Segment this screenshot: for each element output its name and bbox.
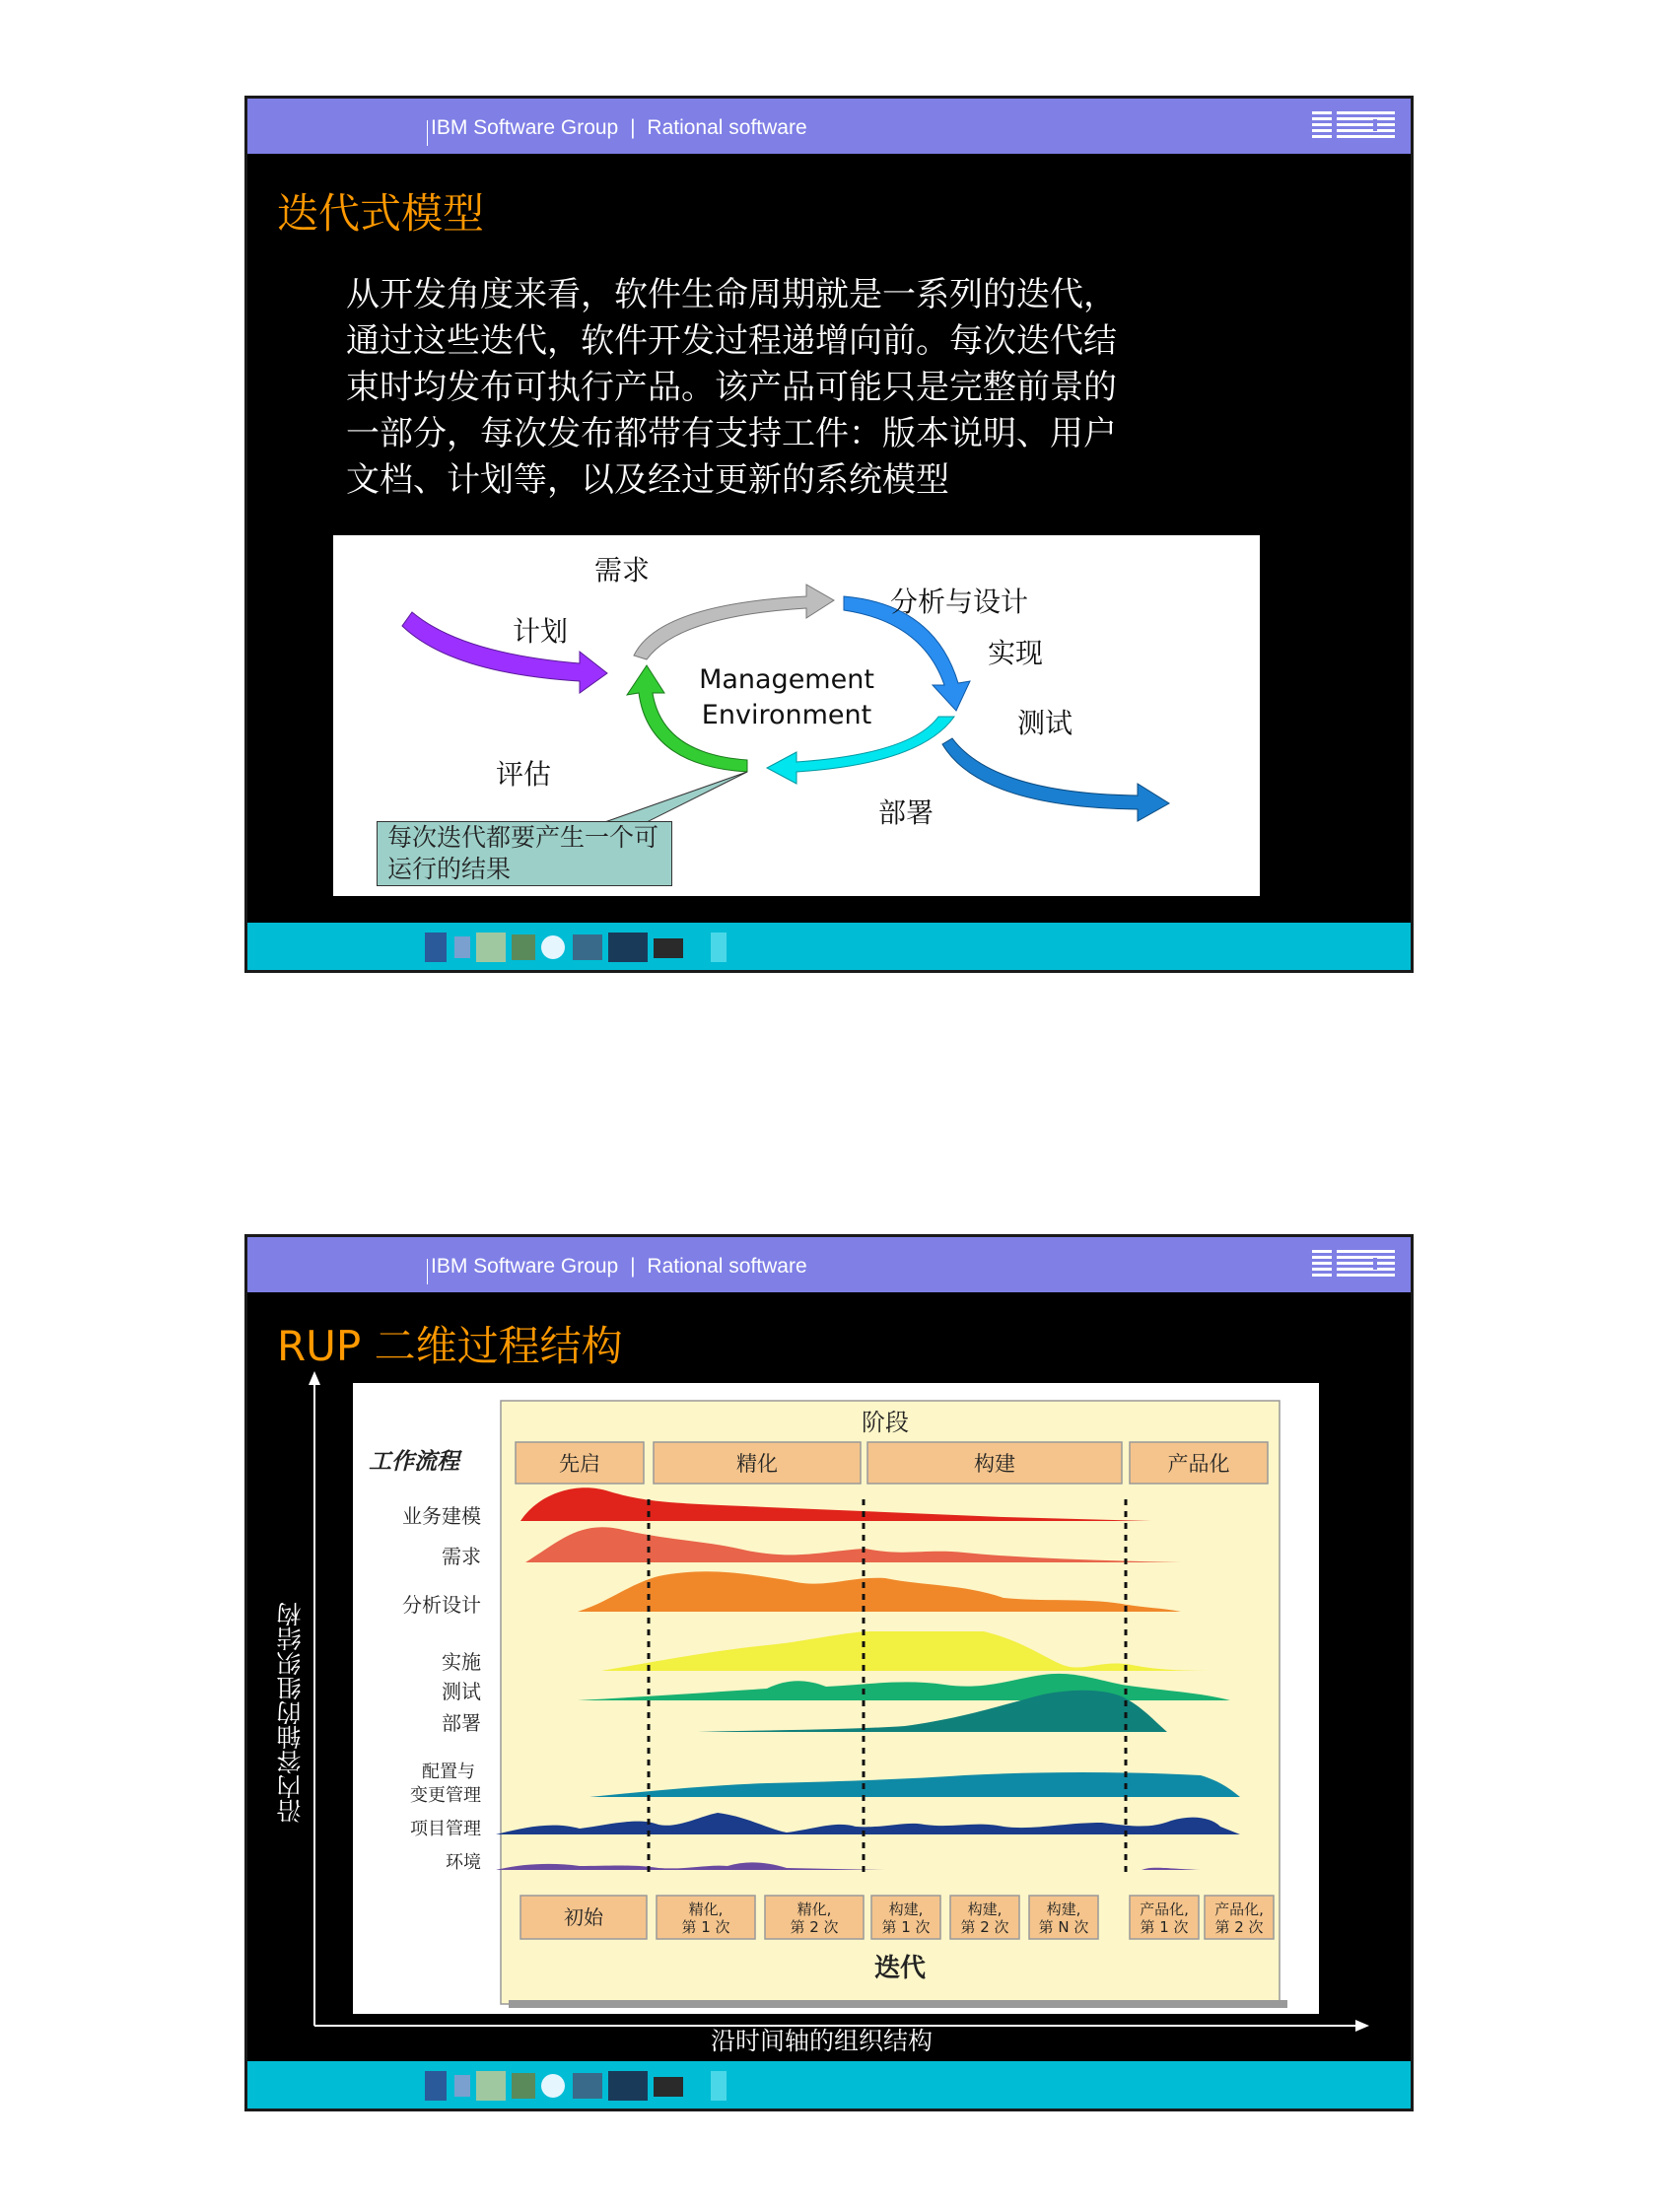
iteration-label: 产品化, <box>1140 1901 1189 1918</box>
header-text <box>431 116 807 140</box>
iteration-label: 产品化, <box>1214 1901 1264 1918</box>
iteration-label: 初始 <box>564 1905 603 1929</box>
iteration-label: 第 1 次 <box>881 1918 931 1936</box>
body-line: 从开发角度来看，软件生命周期就是一系列的迭代， <box>346 275 1117 314</box>
label-evaluate: 评估 <box>496 758 552 791</box>
slide-title: RUP 二维过程结构 <box>277 1322 623 1370</box>
slide-header <box>247 99 1411 154</box>
x-axis-arrow-icon <box>1355 2020 1369 2032</box>
phase-label: 产品化 <box>1167 1452 1230 1476</box>
header-group: IBM Software Group <box>431 1255 619 1278</box>
iteration-label: 构建, <box>967 1901 1003 1918</box>
plan-arrow <box>402 612 607 693</box>
center-line-1: Management <box>699 664 874 695</box>
workflow-label: 业务建模 <box>402 1504 481 1528</box>
workflow-label: 需求 <box>442 1545 481 1568</box>
header-divider <box>427 120 428 146</box>
ibm-logo-icon <box>1312 109 1395 141</box>
iteration-label: 精化, <box>688 1901 724 1918</box>
iteration-label: 构建, <box>1046 1901 1081 1918</box>
rup-chart <box>353 1383 1319 2014</box>
iteration-label: 第 1 次 <box>1140 1918 1189 1936</box>
slide-iterative-model <box>244 96 1414 973</box>
label-deploy: 部署 <box>878 796 935 829</box>
rup-svg <box>353 1383 1319 2014</box>
phase-label: 构建 <box>974 1452 1015 1476</box>
slide-body <box>346 272 1253 504</box>
header-separator: | <box>630 1255 636 1278</box>
logo-text: IBM <box>1352 1270 1354 1271</box>
header-group: IBM Software Group <box>431 116 619 139</box>
iteration-cycle-diagram <box>333 535 1260 896</box>
center-line-2: Environment <box>701 700 872 730</box>
slide-title: 迭代式模型 <box>277 189 485 238</box>
header-separator: | <box>630 116 636 139</box>
iterations-title: 迭代 <box>873 1954 927 1983</box>
logo-text: IBM <box>1352 131 1354 132</box>
workflow-label: 测试 <box>442 1680 481 1703</box>
label-requirements: 需求 <box>594 554 651 587</box>
workflow-label: 实施 <box>442 1650 481 1674</box>
iteration-label: 第 2 次 <box>790 1918 839 1936</box>
x-axis-label: 沿时间轴的组织结构 <box>711 2027 934 2055</box>
workflow-label: 项目管理 <box>410 1819 481 1839</box>
body-line: 文档、计划等，以及经过更新的系统模型 <box>346 460 949 500</box>
workflow-title: 工作流程 <box>369 1449 459 1475</box>
body-line: 一部分，每次发布都带有支持工件：版本说明、用户 <box>346 414 1117 453</box>
workflow-label: 分析设计 <box>402 1593 481 1617</box>
slide-footer <box>247 923 1411 970</box>
workflow-label: 配置与 <box>422 1762 475 1782</box>
body-line: 通过这些迭代，软件开发过程递增向前。每次迭代结 <box>346 321 1117 361</box>
iteration-label: 第 1 次 <box>681 1918 730 1936</box>
label-implement: 实现 <box>988 637 1044 669</box>
footer-decoration-icon <box>425 929 760 966</box>
iteration-label: 第 N 次 <box>1038 1918 1089 1936</box>
phase-label: 先启 <box>559 1452 600 1476</box>
phase-label: 精化 <box>736 1452 778 1476</box>
iteration-label: 精化, <box>796 1901 832 1918</box>
label-analysis: 分析与设计 <box>890 586 1029 618</box>
workflow-label: 环境 <box>446 1852 481 1873</box>
y-axis-arrow-icon <box>309 1371 320 1385</box>
header-product: Rational software <box>647 1255 807 1278</box>
y-axis-label: 沿内容轴的组织结构 <box>276 1602 305 1824</box>
body-line: 束时均发布可执行产品。该产品可能只是完整前景的 <box>346 368 1117 407</box>
iteration-label: 第 2 次 <box>1214 1918 1264 1936</box>
test-arrow <box>942 738 1169 821</box>
callout-note: 每次迭代都要产生一个可运行的结果 <box>377 821 672 886</box>
slide-footer <box>247 2061 1411 2108</box>
phases-title: 阶段 <box>862 1409 909 1436</box>
footer-decoration-icon <box>425 2067 760 2105</box>
slide-rup-structure <box>244 1234 1414 2111</box>
phase-boxes <box>516 1442 1268 1484</box>
label-test: 测试 <box>1017 707 1073 739</box>
requirements-arrow <box>634 585 834 659</box>
iteration-label: 第 2 次 <box>960 1918 1009 1936</box>
header-product: Rational software <box>647 116 807 139</box>
workflow-label: 部署 <box>442 1711 481 1735</box>
label-plan: 计划 <box>513 615 569 648</box>
workflow-label: 变更管理 <box>410 1785 481 1806</box>
iteration-label: 构建, <box>888 1901 924 1918</box>
